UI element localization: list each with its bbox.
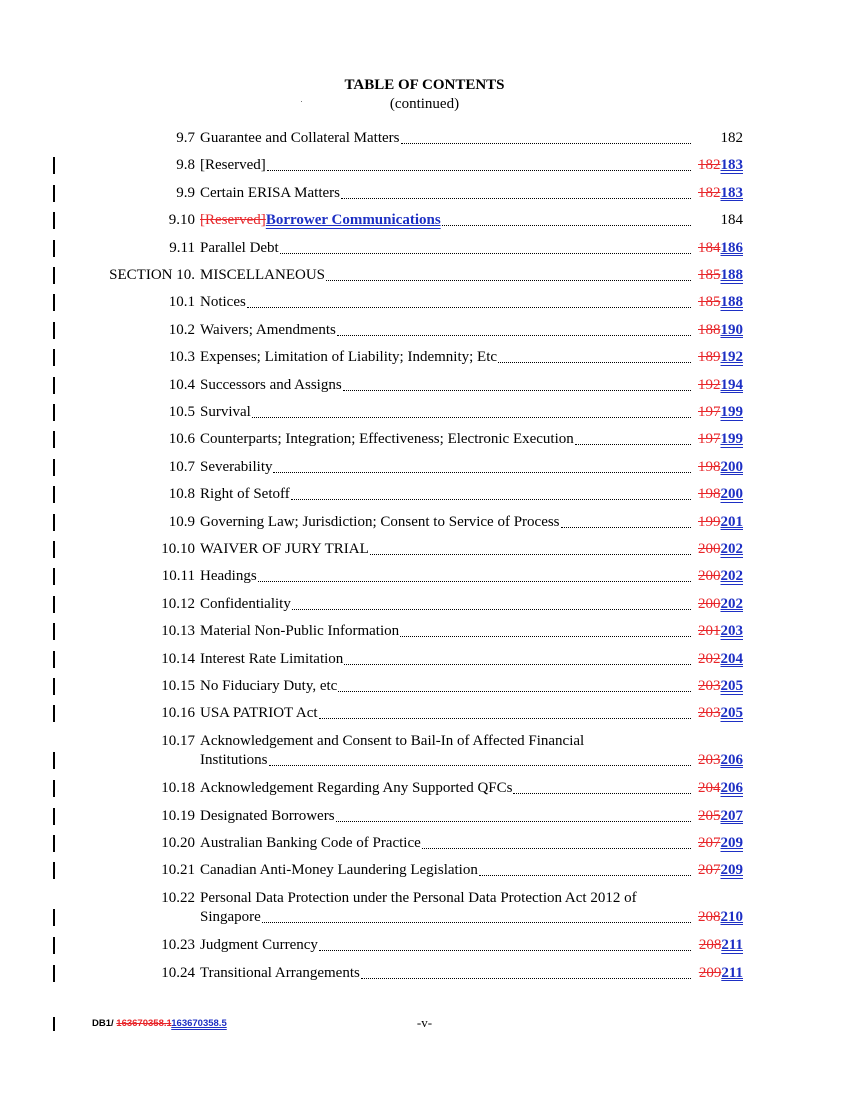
- toc-page-number: [698, 779, 743, 798]
- page-number-inserted: 199: [720, 431, 743, 448]
- dot-leader: [498, 361, 691, 363]
- page-number-value: 182: [720, 130, 743, 146]
- toc-title-text: Counterparts; Integration; Effectiveness; Electronic Execution: [200, 431, 574, 448]
- toc-entry-number: 10.2: [168, 321, 195, 338]
- toc-entry-number: 10.18: [161, 780, 195, 797]
- toc-entry-number: 9.11: [169, 239, 195, 256]
- change-bar: [53, 349, 55, 366]
- toc-entry-number: 10.21: [161, 862, 195, 879]
- change-bar: [53, 965, 55, 982]
- toc-entry[interactable]: [0, 293, 849, 312]
- toc-entry[interactable]: [0, 889, 849, 928]
- toc-title-text: Interest Rate Limitation: [200, 650, 344, 667]
- toc-page-number: [699, 936, 743, 955]
- toc-entry-number: SECTION 10.: [109, 267, 195, 283]
- change-bar: [53, 486, 55, 503]
- toc-entry-number: 10.8: [168, 486, 195, 503]
- toc-entry-number: 10.6: [168, 431, 195, 448]
- toc-title-text: Expenses; Limitation of Liability; Indemnity; Etc: [200, 349, 498, 366]
- page-number-deleted: 198: [698, 486, 721, 503]
- page-number-inserted: 200: [720, 486, 743, 503]
- toc-entry[interactable]: [0, 732, 849, 771]
- dot-leader: [280, 252, 691, 254]
- change-bar: [53, 909, 55, 926]
- toc-title-text: Waivers; Amendments: [200, 321, 336, 338]
- dot-leader: [267, 169, 691, 171]
- toc-page-number: [698, 239, 743, 258]
- toc-title-text: Designated Borrowers: [200, 807, 335, 824]
- toc-entry-number: 10.16: [161, 705, 195, 722]
- toc-page-number: [698, 751, 743, 770]
- change-bar: [53, 294, 55, 311]
- change-bar: [53, 937, 55, 954]
- change-bar: [53, 322, 55, 339]
- toc-title-text: Certain ERISA Matters: [200, 184, 340, 201]
- toc-entry-number: 10.20: [161, 835, 195, 851]
- toc-entry-title: [200, 129, 743, 148]
- change-bar: [53, 377, 55, 394]
- toc-entry-number: 10.15: [161, 678, 195, 694]
- toc-entry[interactable]: [0, 779, 849, 798]
- change-bar: [53, 678, 55, 695]
- toc-page-number: [698, 184, 743, 203]
- toc-entry-title: [200, 348, 743, 367]
- dot-leader: [258, 580, 691, 582]
- dot-leader: [262, 921, 691, 923]
- toc-page-number: [698, 458, 743, 477]
- toc-entry[interactable]: [0, 239, 849, 258]
- toc-title-text: Material Non-Public Information: [200, 623, 400, 640]
- toc-entry-title: [200, 595, 743, 614]
- toc-entry[interactable]: [0, 321, 849, 340]
- page-number-deleted: 203: [698, 678, 721, 694]
- page-number-deleted: 203: [698, 751, 721, 768]
- toc-page-number: [698, 704, 743, 723]
- document-id-inserted: 163670358.5: [171, 1018, 227, 1029]
- toc-entry[interactable]: [0, 376, 849, 395]
- dot-leader: [291, 498, 691, 500]
- dot-leader: [401, 142, 692, 144]
- change-bar: [53, 808, 55, 825]
- toc-entry[interactable]: [0, 650, 849, 669]
- toc-page-number: [698, 861, 743, 880]
- page-number-deleted: 184: [698, 239, 721, 256]
- page-number-deleted: 203: [698, 705, 721, 722]
- dot-leader: [252, 416, 691, 418]
- dot-leader: [561, 526, 691, 528]
- dot-leader: [400, 635, 691, 637]
- toc-page-number: [698, 485, 743, 504]
- page-number-deleted: 204: [698, 780, 721, 797]
- toc-entry-number: 10.4: [168, 376, 195, 393]
- dot-leader: [344, 663, 691, 665]
- toc-page-number: [699, 964, 743, 983]
- page-number-deleted: 199: [698, 513, 721, 530]
- toc-title-text: Confidentiality: [200, 595, 291, 612]
- toc-title-text: Institutions: [200, 751, 268, 768]
- change-bar: [53, 705, 55, 722]
- page-number-deleted: 192: [698, 376, 721, 393]
- page-number-deleted: 200: [698, 595, 721, 612]
- toc-entry-title: [200, 807, 743, 826]
- toc-entry[interactable]: [0, 540, 849, 559]
- toc-entry[interactable]: [0, 567, 849, 586]
- toc-page-number: [698, 513, 743, 532]
- page-number-deleted: 201: [698, 623, 721, 640]
- toc-title-text: Headings: [200, 568, 257, 585]
- toc-entry-title: [200, 567, 743, 586]
- toc-entry[interactable]: [0, 595, 849, 614]
- page-number-deleted: 198: [698, 458, 721, 475]
- page-number: -v-: [416, 1015, 433, 1030]
- dot-leader: [442, 224, 691, 226]
- page-number-inserted: 202: [720, 541, 743, 557]
- toc-title-text: Judgment Currency: [200, 937, 318, 954]
- dot-leader: [336, 820, 691, 822]
- dot-leader: [269, 764, 691, 766]
- toc-page-number: [698, 677, 743, 696]
- toc-entry[interactable]: [0, 834, 849, 853]
- toc-entry-title: [200, 650, 743, 669]
- toc-page-number: [698, 807, 743, 826]
- toc-entry-number: 10.22: [161, 889, 195, 906]
- page-number-deleted: 185: [698, 267, 721, 283]
- toc-page-number: [698, 403, 743, 422]
- toc-page-number: [698, 595, 743, 614]
- change-bar: [53, 157, 55, 174]
- toc-entry-title: [200, 936, 743, 955]
- toc-entry[interactable]: [0, 513, 849, 532]
- page-number-deleted: 200: [698, 541, 721, 557]
- page-number-inserted: 206: [720, 751, 743, 768]
- toc-entry[interactable]: [0, 184, 849, 203]
- dot-leader: [422, 847, 691, 849]
- toc-entry-title: [200, 704, 743, 723]
- toc-entry-number: 10.19: [161, 807, 195, 824]
- page-number-deleted: 197: [698, 431, 721, 448]
- toc-entry-title: [200, 430, 743, 449]
- toc-entry-title: [200, 861, 743, 880]
- dot-leader: [326, 279, 691, 281]
- toc-entry-title: [200, 779, 743, 798]
- toc-title-text: Successors and Assigns: [200, 376, 342, 393]
- dot-leader: [247, 306, 691, 308]
- toc-title-deleted: [Reserved]: [200, 212, 266, 229]
- toc-title-text: Canadian Anti-Money Laundering Legislation: [200, 862, 478, 879]
- toc-entry-number: 9.8: [176, 157, 195, 174]
- toc-entry-title: [200, 485, 743, 504]
- page-subtitle: (continued): [389, 96, 460, 112]
- change-bar: [53, 596, 55, 613]
- page-number-deleted: 208: [698, 908, 721, 925]
- toc-page-number: [698, 430, 743, 449]
- change-bar: [53, 212, 55, 229]
- page-number-inserted: 194: [720, 376, 743, 393]
- change-bar: [53, 240, 55, 257]
- toc-page-number: [698, 622, 743, 641]
- toc-entry-number: 10.14: [161, 650, 195, 667]
- document-id-prefix: DB1/: [92, 1018, 117, 1029]
- page-number-inserted: 183: [720, 184, 743, 201]
- page-number-value: 184: [720, 212, 743, 229]
- toc-page-number: [698, 348, 743, 367]
- dot-leader: [292, 608, 691, 610]
- toc-entry[interactable]: [0, 704, 849, 723]
- toc-entry[interactable]: [0, 677, 849, 696]
- toc-page-number: [721, 129, 744, 148]
- page-number-deleted: 200: [698, 568, 721, 585]
- page-number-inserted: 204: [720, 650, 743, 667]
- dot-leader: [513, 792, 691, 794]
- page-number-inserted: 192: [720, 349, 743, 366]
- page-number-inserted: 183: [720, 157, 743, 174]
- toc-entry-title: [200, 458, 743, 477]
- toc-entry-title: [200, 540, 743, 559]
- page-number-inserted: 202: [720, 595, 743, 612]
- dot-leader: [343, 389, 691, 391]
- toc-entry-number: 10.1: [168, 294, 195, 311]
- change-bar: [53, 835, 55, 852]
- page-number-deleted: 205: [698, 807, 721, 824]
- toc-entry-number: 10.12: [161, 595, 195, 612]
- toc-entry[interactable]: [0, 622, 849, 641]
- dot-leader: [479, 874, 691, 876]
- change-bar: [53, 568, 55, 585]
- dot-leader: [319, 949, 691, 951]
- page-number-deleted: 182: [698, 157, 721, 174]
- page-number-inserted: 205: [720, 705, 743, 722]
- toc-entry-title: [200, 964, 743, 983]
- page-number-inserted: 188: [720, 267, 743, 283]
- toc-page-number: [721, 211, 744, 230]
- toc-title-text: Transitional Arrangements: [200, 964, 360, 981]
- toc-page-number: [698, 321, 743, 340]
- toc-entry-number: 9.9: [176, 184, 195, 201]
- page-number-inserted: 190: [720, 321, 743, 338]
- toc-entry-title: [200, 834, 743, 853]
- toc-entry-number: 9.7: [176, 130, 195, 146]
- change-bar: [53, 862, 55, 879]
- change-bar: [53, 780, 55, 797]
- page-number-inserted: 210: [720, 908, 743, 925]
- toc-title-text: [Reserved]: [200, 157, 266, 174]
- page-number-deleted: 189: [698, 349, 721, 366]
- toc-entry[interactable]: [0, 964, 849, 983]
- change-bar: [53, 752, 55, 769]
- toc-entry[interactable]: [0, 348, 849, 367]
- page-number-deleted: 207: [698, 835, 721, 851]
- toc-title-text: Right of Setoff: [200, 486, 290, 503]
- toc-page-number: [698, 266, 743, 285]
- toc-page-number: [698, 567, 743, 586]
- toc-page-number: [698, 293, 743, 312]
- dot-leader: [361, 977, 691, 979]
- page-number-inserted: 201: [720, 513, 743, 530]
- toc-entry-number: 10.7: [168, 458, 195, 475]
- toc-entry[interactable]: [0, 211, 849, 230]
- toc-entry-title: [200, 211, 743, 230]
- toc-entry-number: 10.3: [168, 349, 195, 366]
- toc-entry-title: [200, 376, 743, 395]
- toc-entry-number: 10.13: [161, 623, 195, 640]
- page-number-deleted: 208: [698, 937, 722, 954]
- toc-entry-title: [200, 732, 743, 770]
- toc-entry[interactable]: [0, 129, 849, 148]
- toc-entry-title: [200, 184, 743, 203]
- toc-page-number: [698, 834, 743, 853]
- toc-page-number: [698, 650, 743, 669]
- toc-page-number: [698, 156, 743, 175]
- page-number-inserted: 206: [720, 780, 743, 797]
- page-number-inserted: 202: [720, 568, 743, 585]
- toc-title-text: Guarantee and Collateral Matters: [200, 130, 400, 146]
- toc-entry[interactable]: [0, 403, 849, 422]
- dot-leader: [370, 553, 691, 555]
- toc-entry[interactable]: [0, 807, 849, 826]
- change-bar: [53, 404, 55, 421]
- toc-entry-number: 10.24: [161, 964, 195, 981]
- toc-entry-title: [200, 622, 743, 641]
- dot-leader: [273, 471, 691, 473]
- toc-entry-title: [200, 403, 743, 422]
- toc-entry[interactable]: [0, 458, 849, 477]
- toc-entry[interactable]: [0, 156, 849, 175]
- page-number-inserted: 211: [721, 937, 743, 954]
- toc-entry-title: [200, 239, 743, 258]
- toc-entry[interactable]: [0, 266, 849, 285]
- toc-title-inserted: Borrower Communications: [265, 212, 441, 229]
- dot-leader: [341, 197, 691, 199]
- toc-title-text: Singapore: [200, 908, 261, 925]
- change-bar: [53, 431, 55, 448]
- toc-title-text: Governing Law; Jurisdiction; Consent to Service of Process: [200, 513, 560, 530]
- toc-page-number: [698, 908, 743, 927]
- dot-leader: [337, 334, 691, 336]
- toc-entry-title-line: Personal Data Protection under the Personal Data Protection Act 2012 of: [200, 889, 637, 906]
- page-number-deleted: 202: [698, 650, 721, 667]
- toc-entry[interactable]: [0, 861, 849, 880]
- toc-page-number: [698, 376, 743, 395]
- toc-entry[interactable]: [0, 430, 849, 449]
- change-bar: [53, 185, 55, 202]
- toc-entry-number: 10.11: [161, 568, 195, 585]
- document-id-deleted: 163670358.1: [116, 1018, 172, 1029]
- change-bar: [53, 459, 55, 476]
- change-bar: [53, 541, 55, 558]
- toc-entry-title: [200, 266, 743, 285]
- toc-page-number: [698, 540, 743, 559]
- toc-entry-title: [200, 293, 743, 312]
- toc-title-text: MISCELLANEOUS: [200, 267, 326, 283]
- page-number-inserted: 186: [720, 239, 743, 256]
- toc-entry-number: 10.10: [161, 541, 195, 557]
- toc-title-text: Notices: [200, 294, 246, 311]
- change-bar: [53, 623, 55, 640]
- page-number-inserted: 188: [720, 294, 743, 311]
- toc-title-text: Parallel Debt: [200, 239, 279, 256]
- page-number-inserted: 207: [720, 807, 743, 824]
- change-bar: [53, 514, 55, 531]
- toc-entry-title: [200, 513, 743, 532]
- toc-entry[interactable]: [0, 485, 849, 504]
- toc-entry-title: [200, 677, 743, 696]
- change-bar: [53, 651, 55, 668]
- toc-title-text: Acknowledgement Regarding Any Supported QFCs: [200, 780, 513, 797]
- page-number-deleted: 188: [698, 321, 721, 338]
- page-number-inserted: 203: [720, 623, 743, 640]
- toc-entry[interactable]: [0, 936, 849, 955]
- page-number-deleted: 197: [698, 404, 721, 420]
- stray-mark: [301, 101, 302, 102]
- toc-entry-number: 10.5: [168, 404, 195, 420]
- page-number-inserted: 205: [720, 678, 743, 694]
- toc-title-text: USA PATRIOT Act: [200, 705, 318, 722]
- page-number-deleted: 207: [698, 862, 721, 879]
- dot-leader: [338, 690, 691, 692]
- page-number-inserted: 199: [720, 404, 743, 420]
- page-number-deleted: 185: [698, 294, 721, 311]
- page-number-inserted: 209: [720, 835, 743, 851]
- page-title: TABLE OF CONTENTS: [344, 77, 505, 93]
- toc-entry-number: 9.10: [168, 212, 195, 229]
- page-number-deleted: 182: [698, 184, 721, 201]
- page-number-inserted: 200: [720, 458, 743, 475]
- toc-title-text: WAIVER OF JURY TRIAL: [200, 541, 369, 557]
- dot-leader: [319, 717, 691, 719]
- toc-entry-title-line: Acknowledgement and Consent to Bail-In of Affected Financial: [200, 732, 585, 749]
- change-bar: [53, 267, 55, 284]
- dot-leader: [575, 443, 691, 445]
- toc-title-text: Severability: [200, 458, 273, 475]
- toc-entry-number: 10.9: [168, 513, 195, 530]
- toc-entry-title: [200, 889, 743, 927]
- toc-title-text: No Fiduciary Duty, etc: [200, 678, 338, 694]
- toc-title-text: Survival: [200, 404, 251, 420]
- toc-entry-title: [200, 321, 743, 340]
- page-number-inserted: 211: [721, 964, 743, 981]
- page-number-deleted: 209: [698, 964, 722, 981]
- toc-entry-title: [200, 156, 743, 175]
- toc-title-text: Australian Banking Code of Practice: [200, 835, 421, 851]
- page-number-inserted: 209: [720, 862, 743, 879]
- toc-entry-number: 10.17: [161, 732, 195, 749]
- toc-entry-number: 10.23: [161, 937, 195, 954]
